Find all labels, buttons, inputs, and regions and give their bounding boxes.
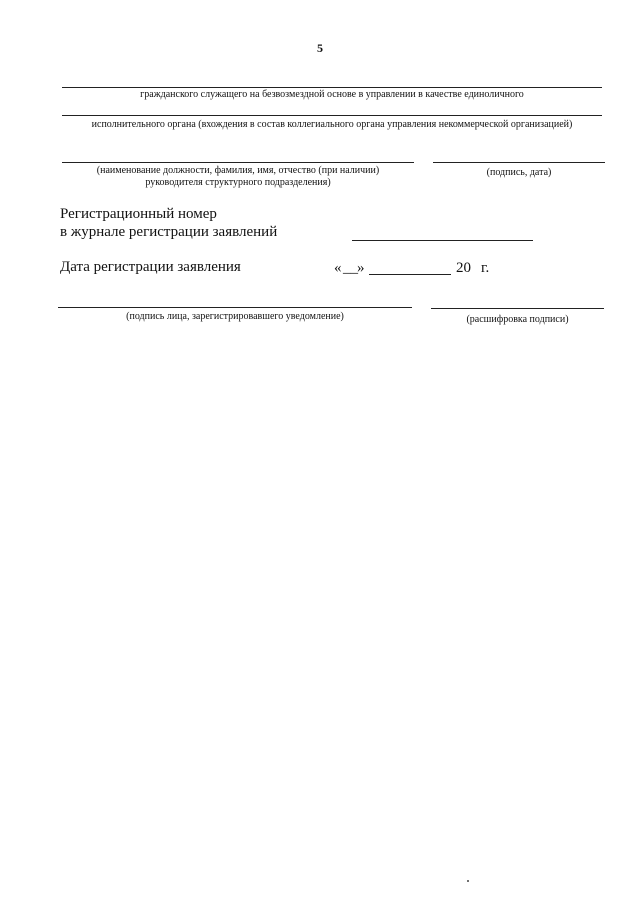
signatory-name-caption-line-1: (наименование должности, фамилия, имя, отчество (при наличии) bbox=[96, 165, 380, 176]
registration-number-label-line-2: в журнале регистрации заявлений bbox=[60, 224, 278, 240]
registration-number-field bbox=[352, 240, 533, 241]
date-year-suffix: г. bbox=[481, 260, 490, 276]
registrar-decoding-rule bbox=[431, 308, 604, 309]
statement-line-2-caption: исполнительного органа (вхождения в состав коллегиального органа управления некоммерческой организацией) bbox=[91, 119, 573, 130]
date-day-blank: __ bbox=[343, 260, 358, 276]
signatory-name-caption-line-2: руководителя структурного подразделения) bbox=[145, 177, 331, 188]
signatory-signature-caption: (подпись, дата) bbox=[486, 167, 552, 178]
registrar-signature-rule bbox=[58, 307, 412, 308]
registrar-decoding-caption: (расшифровка подписи) bbox=[466, 314, 569, 325]
statement-line-1-rule bbox=[62, 87, 602, 88]
date-close-quote: » bbox=[357, 260, 365, 276]
date-month-field bbox=[369, 274, 451, 275]
date-open-quote: « bbox=[334, 260, 342, 276]
signatory-signature-rule bbox=[433, 162, 605, 163]
scan-speck bbox=[467, 880, 469, 882]
statement-line-1-caption: гражданского служащего на безвозмездной основе в управлении в качестве единоличного bbox=[140, 89, 524, 100]
registrar-signature-caption: (подпись лица, зарегистрировавшего уведомление) bbox=[126, 311, 344, 322]
page-number: 5 bbox=[317, 41, 323, 55]
statement-line-2-rule bbox=[62, 115, 602, 116]
date-year-prefix: 20 bbox=[456, 260, 471, 276]
registration-date-label: Дата регистрации заявления bbox=[60, 259, 241, 275]
registration-number-label-line-1: Регистрационный номер bbox=[60, 206, 217, 222]
signatory-name-rule bbox=[62, 162, 414, 163]
